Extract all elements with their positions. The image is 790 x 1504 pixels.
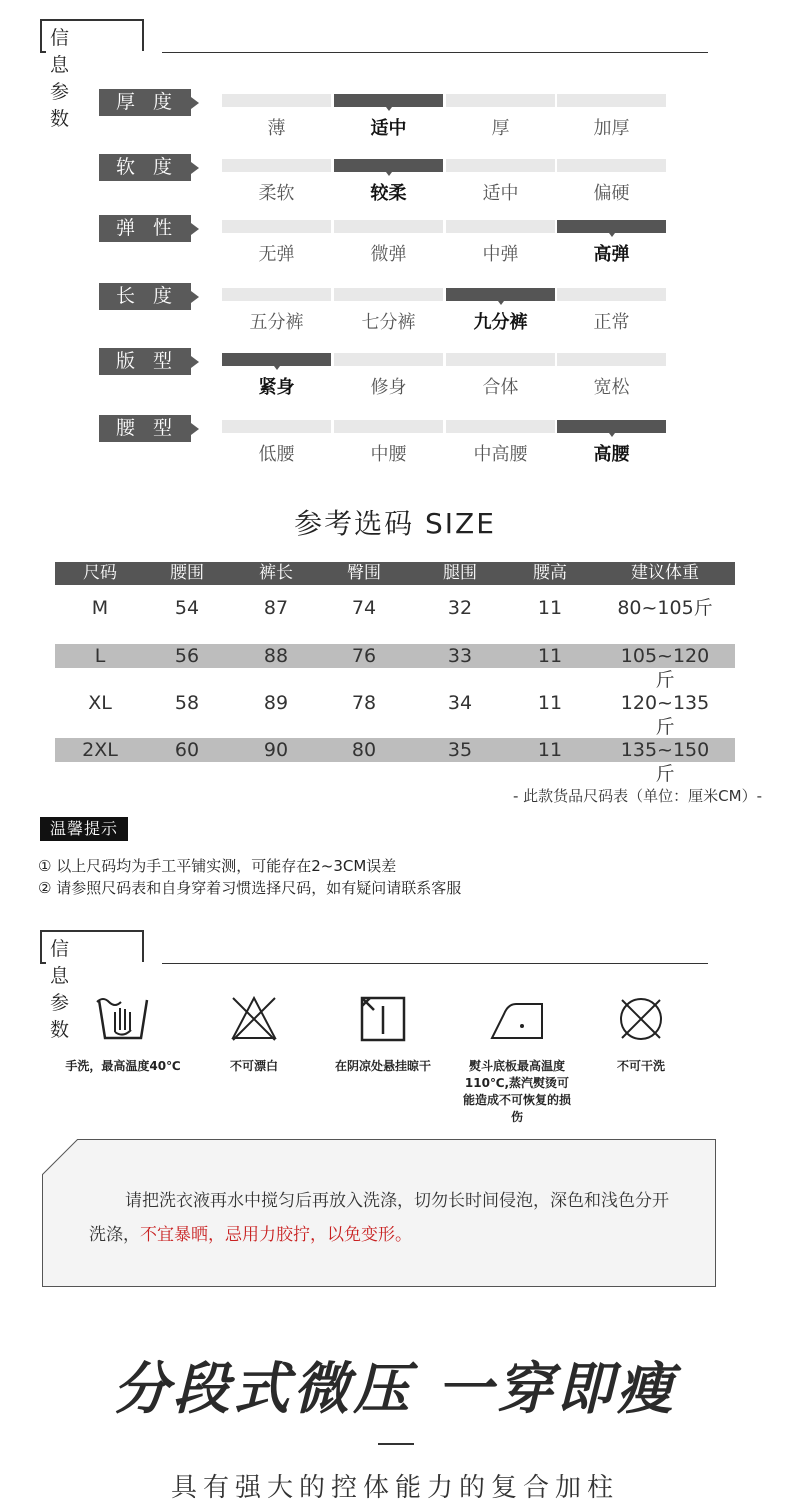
- table-cell: 58: [174, 692, 200, 714]
- table-cell: 11: [537, 597, 563, 619]
- level-bar-selected: [557, 220, 666, 233]
- attribute-option: 加厚: [593, 118, 630, 139]
- table-cell: L: [94, 645, 106, 667]
- attribute-option: 柔软: [258, 183, 295, 204]
- attribute-label: 软 度: [99, 154, 191, 181]
- care-label: 不可干洗: [616, 1059, 665, 1073]
- size-table-note: - 此款货品尺码表（单位：厘米CM）-: [512, 787, 762, 805]
- level-bar: [334, 288, 443, 301]
- section-title-text: 信息参数: [50, 938, 71, 1041]
- level-bar: [222, 288, 331, 301]
- care-item-shade-dry: [318, 994, 448, 1075]
- attribute-option: 无弹: [258, 244, 295, 265]
- care-item-hand-wash: [58, 994, 188, 1075]
- attribute-option: 厚: [491, 118, 510, 139]
- attribute-option: 九分裤: [473, 312, 528, 333]
- table-row: [55, 596, 735, 620]
- table-cell: 76: [351, 645, 377, 667]
- attribute-option: 薄: [267, 118, 286, 139]
- level-bar: [557, 288, 666, 301]
- attribute-label: 厚 度: [99, 89, 191, 116]
- shade-dry-icon: [358, 994, 408, 1044]
- level-bar: [222, 159, 331, 172]
- level-bar: [222, 94, 331, 107]
- table-cell: 建议体重: [631, 563, 699, 583]
- size-chart-title: 参考选码 SIZE: [294, 507, 496, 540]
- attribute-option: 适中: [482, 183, 519, 204]
- care-item-no-dry-clean: [576, 994, 706, 1075]
- divider: [378, 1443, 414, 1445]
- attribute-option: 微弹: [370, 244, 407, 265]
- level-bar: [334, 420, 443, 433]
- attribute-row: [0, 415, 790, 465]
- attribute-option: 高腰: [593, 444, 630, 465]
- attribute-option: 较柔: [370, 183, 407, 204]
- level-bar-selected: [557, 420, 666, 433]
- table-cell: 35: [447, 739, 473, 761]
- attribute-option: 修身: [370, 377, 407, 398]
- attribute-option: 中高腰: [473, 444, 528, 465]
- washing-notice: [42, 1139, 716, 1287]
- no-bleach-icon: [229, 994, 279, 1044]
- care-label: 不可漂白: [229, 1059, 278, 1073]
- table-cell: 80~105斤: [617, 597, 713, 619]
- tip-line-1: ① 以上尺码均为手工平铺实测，可能存在2~3CM误差: [38, 857, 397, 875]
- notice-text-normal: 请把洗衣液再水中搅匀后再放入洗涤，切勿长时间侵泡，深色和浅色分开洗涤，: [89, 1191, 669, 1245]
- attribute-option: 正常: [593, 312, 630, 333]
- attribute-row: [0, 283, 790, 333]
- attribute-row: [0, 154, 790, 204]
- level-bar: [446, 353, 555, 366]
- table-cell: 60: [174, 739, 200, 761]
- level-bar: [334, 220, 443, 233]
- corner-fold-icon: [42, 1139, 78, 1175]
- table-cell: M: [91, 597, 109, 619]
- table-cell: 74: [351, 597, 377, 619]
- tips-label: 温馨提示: [40, 817, 128, 841]
- table-cell: 裤长: [259, 563, 293, 583]
- level-bar: [446, 420, 555, 433]
- table-row: [55, 738, 735, 785]
- table-cell: 32: [447, 597, 473, 619]
- table-cell: 135~150斤: [620, 739, 710, 785]
- level-bar: [334, 353, 443, 366]
- care-label: 手洗，最高温度40℃: [65, 1059, 181, 1073]
- notice-text-warning: 不宜暴晒，忌用力胶拧，以免变形。: [140, 1225, 412, 1245]
- table-cell: 120~135斤: [620, 692, 710, 738]
- table-cell: 87: [263, 597, 289, 619]
- attribute-option: 七分裤: [361, 312, 416, 333]
- level-bar-selected: [222, 353, 331, 366]
- care-item-iron: [452, 994, 582, 1126]
- level-bar: [222, 220, 331, 233]
- no-dry-clean-icon: [616, 994, 666, 1044]
- care-item-no-bleach: [189, 994, 319, 1075]
- level-bar: [446, 220, 555, 233]
- level-bar-selected: [334, 159, 443, 172]
- attribute-label: 版 型: [99, 348, 191, 375]
- attribute-label: 腰 型: [99, 415, 191, 442]
- attribute-row: [0, 348, 790, 398]
- table-cell: 56: [174, 645, 200, 667]
- care-label: 在阴凉处悬挂晾干: [334, 1059, 431, 1073]
- level-bar: [557, 94, 666, 107]
- banner-subtitle: 具有强大的控体能力的复合加柱: [170, 1473, 619, 1503]
- level-bar-selected: [446, 288, 555, 301]
- table-cell: 2XL: [82, 739, 118, 761]
- table-cell: 11: [537, 692, 563, 714]
- attribute-option: 低腰: [258, 444, 295, 465]
- level-bar: [557, 159, 666, 172]
- attribute-option: 偏硬: [593, 183, 630, 204]
- iron-icon: [486, 994, 548, 1044]
- table-header: [55, 562, 735, 585]
- level-bar-selected: [334, 94, 443, 107]
- table-cell: 臀围: [347, 563, 381, 583]
- table-cell: 105~120斤: [620, 645, 710, 691]
- attribute-option: 中弹: [482, 244, 519, 265]
- care-label: 熨斗底板最高温度110℃,蒸汽熨烫可能造成不可恢复的损伤: [462, 1059, 571, 1124]
- table-cell: 11: [537, 739, 563, 761]
- table-cell: 89: [263, 692, 289, 714]
- tip-line-2: ② 请参照尺码表和自身穿着习惯选择尺码，如有疑问请联系客服: [38, 879, 462, 897]
- attribute-option: 五分裤: [249, 312, 304, 333]
- table-cell: 33: [447, 645, 473, 667]
- table-cell: 尺码: [83, 563, 117, 583]
- table-cell: 34: [447, 692, 473, 714]
- section-title-text: 信息参数: [50, 27, 71, 130]
- level-bar: [446, 159, 555, 172]
- table-row: [55, 644, 735, 691]
- attribute-option: 中腰: [370, 444, 407, 465]
- attribute-option: 宽松: [593, 377, 630, 398]
- attribute-option: 合体: [482, 377, 519, 398]
- level-bar: [222, 420, 331, 433]
- table-cell: XL: [88, 692, 112, 714]
- notice-text: [89, 1184, 679, 1252]
- hand-wash-icon: [93, 994, 153, 1044]
- attribute-row: [0, 215, 790, 265]
- table-cell: 腿围: [443, 563, 477, 583]
- attribute-option: 适中: [370, 118, 407, 139]
- table-cell: 80: [351, 739, 377, 761]
- level-bar: [446, 94, 555, 107]
- table-row: [55, 691, 735, 738]
- table-cell: 88: [263, 645, 289, 667]
- banner-title: 分段式微压 一穿即瘦: [113, 1357, 677, 1422]
- table-cell: 78: [351, 692, 377, 714]
- attribute-row: [0, 89, 790, 139]
- level-bar: [557, 353, 666, 366]
- attribute-option: 紧身: [258, 377, 295, 398]
- attribute-label: 弹 性: [99, 215, 191, 242]
- attribute-label: 长 度: [99, 283, 191, 310]
- table-cell: 11: [537, 645, 563, 667]
- table-cell: 腰围: [170, 563, 204, 583]
- table-cell: 54: [174, 597, 200, 619]
- attribute-option: 高弹: [593, 244, 630, 265]
- table-cell: 90: [263, 739, 289, 761]
- table-cell: 腰高: [533, 563, 567, 583]
